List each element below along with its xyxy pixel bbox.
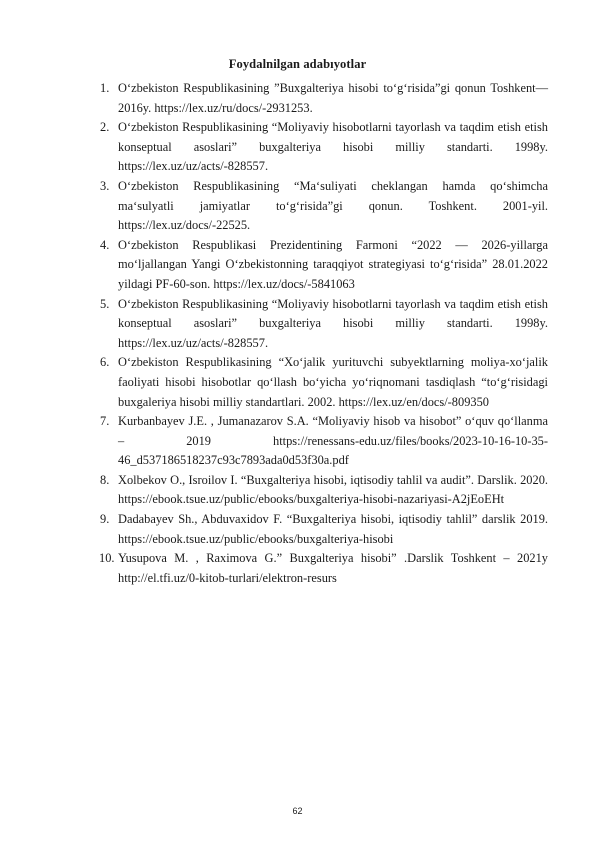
reference-item	[100, 510, 548, 549]
reference-number: 7.	[100, 414, 110, 429]
reference-text: O‘zbekiston Respublikasining “Moliyaviy hisobotlarni tayorlash va taqdim etish etish konseptual asoslari” buxgalteriya hisobi milliy standarti. 1998y. https://lex.uz/uz/acts/-828557.	[118, 120, 548, 174]
reference-item	[100, 236, 548, 295]
reference-item	[100, 79, 548, 118]
reference-text: O‘zbekiston Respublikasining “Ma‘suliyati cheklangan hamda qo‘shimcha ma‘sulyatli jamiyatlar to‘g‘risida”gi qonun. Toshkent. 2001-yil. https://lex.uz/docs/-22525.	[118, 178, 548, 233]
reference-number: 2.	[100, 120, 110, 135]
reference-item	[100, 471, 548, 510]
reference-item	[100, 177, 548, 236]
reference-text: Dadabayev Sh., Abduvaxidov F. “Buxgalteriya hisobi, iqtisodiy tahlil” darslik 2019. https://ebook.tsue.uz/public/ebooks/buxgalteriya-hisobi	[118, 512, 548, 546]
reference-number: 4.	[100, 237, 110, 252]
reference-item	[100, 353, 548, 412]
reference-number: 1.	[100, 81, 110, 95]
reference-text: O‘zbekiston Respublikasining ”Buxgalteriya hisobi to‘g‘risida”gi qonun Toshkent—2016y. https://lex.uz/ru/docs/-2931253.	[118, 81, 548, 115]
reference-text: Kurbanbayev J.E. , Jumanazarov S.A. “Moliyaviy hisob va hisobot” o‘quv qo‘llanma – 2019 https://renessans-edu.uz/files/books/2023-10-16-10-35-46_d537186518237c93c7893ada0d53f30a.pdf	[118, 414, 548, 468]
reference-number: 5.	[100, 296, 110, 311]
reference-text: O‘zbekiston Respublikasining “Moliyaviy hisobotlarni tayorlash va taqdim etish etish konseptual asoslari” buxgalteriya hisobi milliy standarti. 1998y. https://lex.uz/uz/acts/-828557.	[118, 296, 548, 350]
reference-item	[100, 412, 548, 471]
reference-list	[100, 79, 548, 588]
reference-item	[100, 549, 548, 588]
reference-number: 9.	[100, 512, 110, 527]
page-number: 62	[292, 806, 303, 816]
reference-number: 6.	[100, 355, 110, 370]
reference-item	[100, 295, 548, 354]
reference-text: Yusupova M. , Raximova G.” Buxgalteriya hisobi” .Darslik Toshkent – 2021y http://el.tfi.uz/0-kitob-turlari/elektron-resurs	[118, 551, 548, 585]
reference-text: O‘zbekiston Respublikasi Prezidentining Farmoni “2022 — 2026-yillarga mo‘ljallangan Yangi O‘zbekistonning taraqqiyot strategiyasi to‘g‘risida” 28.01.2022 yildagi PF-60-son. https://lex.uz/docs/-5841063	[118, 237, 548, 291]
reference-text: Xolbekov O., Isroilov I. “Buxgalteriya hisobi, iqtisodiy tahlil va audit”. Darslik. 2020. https://ebook.tsue.uz/public/ebooks/buxgalteriya-hisobi-nazariyasi-A2jEoEHt	[118, 472, 548, 507]
reference-number: 10.	[99, 551, 115, 566]
page-title: Foydalnilgan adabıyotlar	[228, 57, 367, 71]
reference-number: 3.	[100, 178, 110, 193]
reference-item	[100, 118, 548, 177]
reference-text: O‘zbekiston Respublikasining “Xo‘jalik yurituvchi subyektlarning moliya-xo‘jalik faoliyati hisobi hisobotlar qo‘llash bo‘yicha yo‘riqnomani tasdiqlash “to‘g‘risidagi buxgaleriya hisobi milliy standartlari. 2002. https://lex.uz/en/docs/-809350	[118, 355, 548, 409]
reference-number: 8.	[100, 472, 110, 487]
